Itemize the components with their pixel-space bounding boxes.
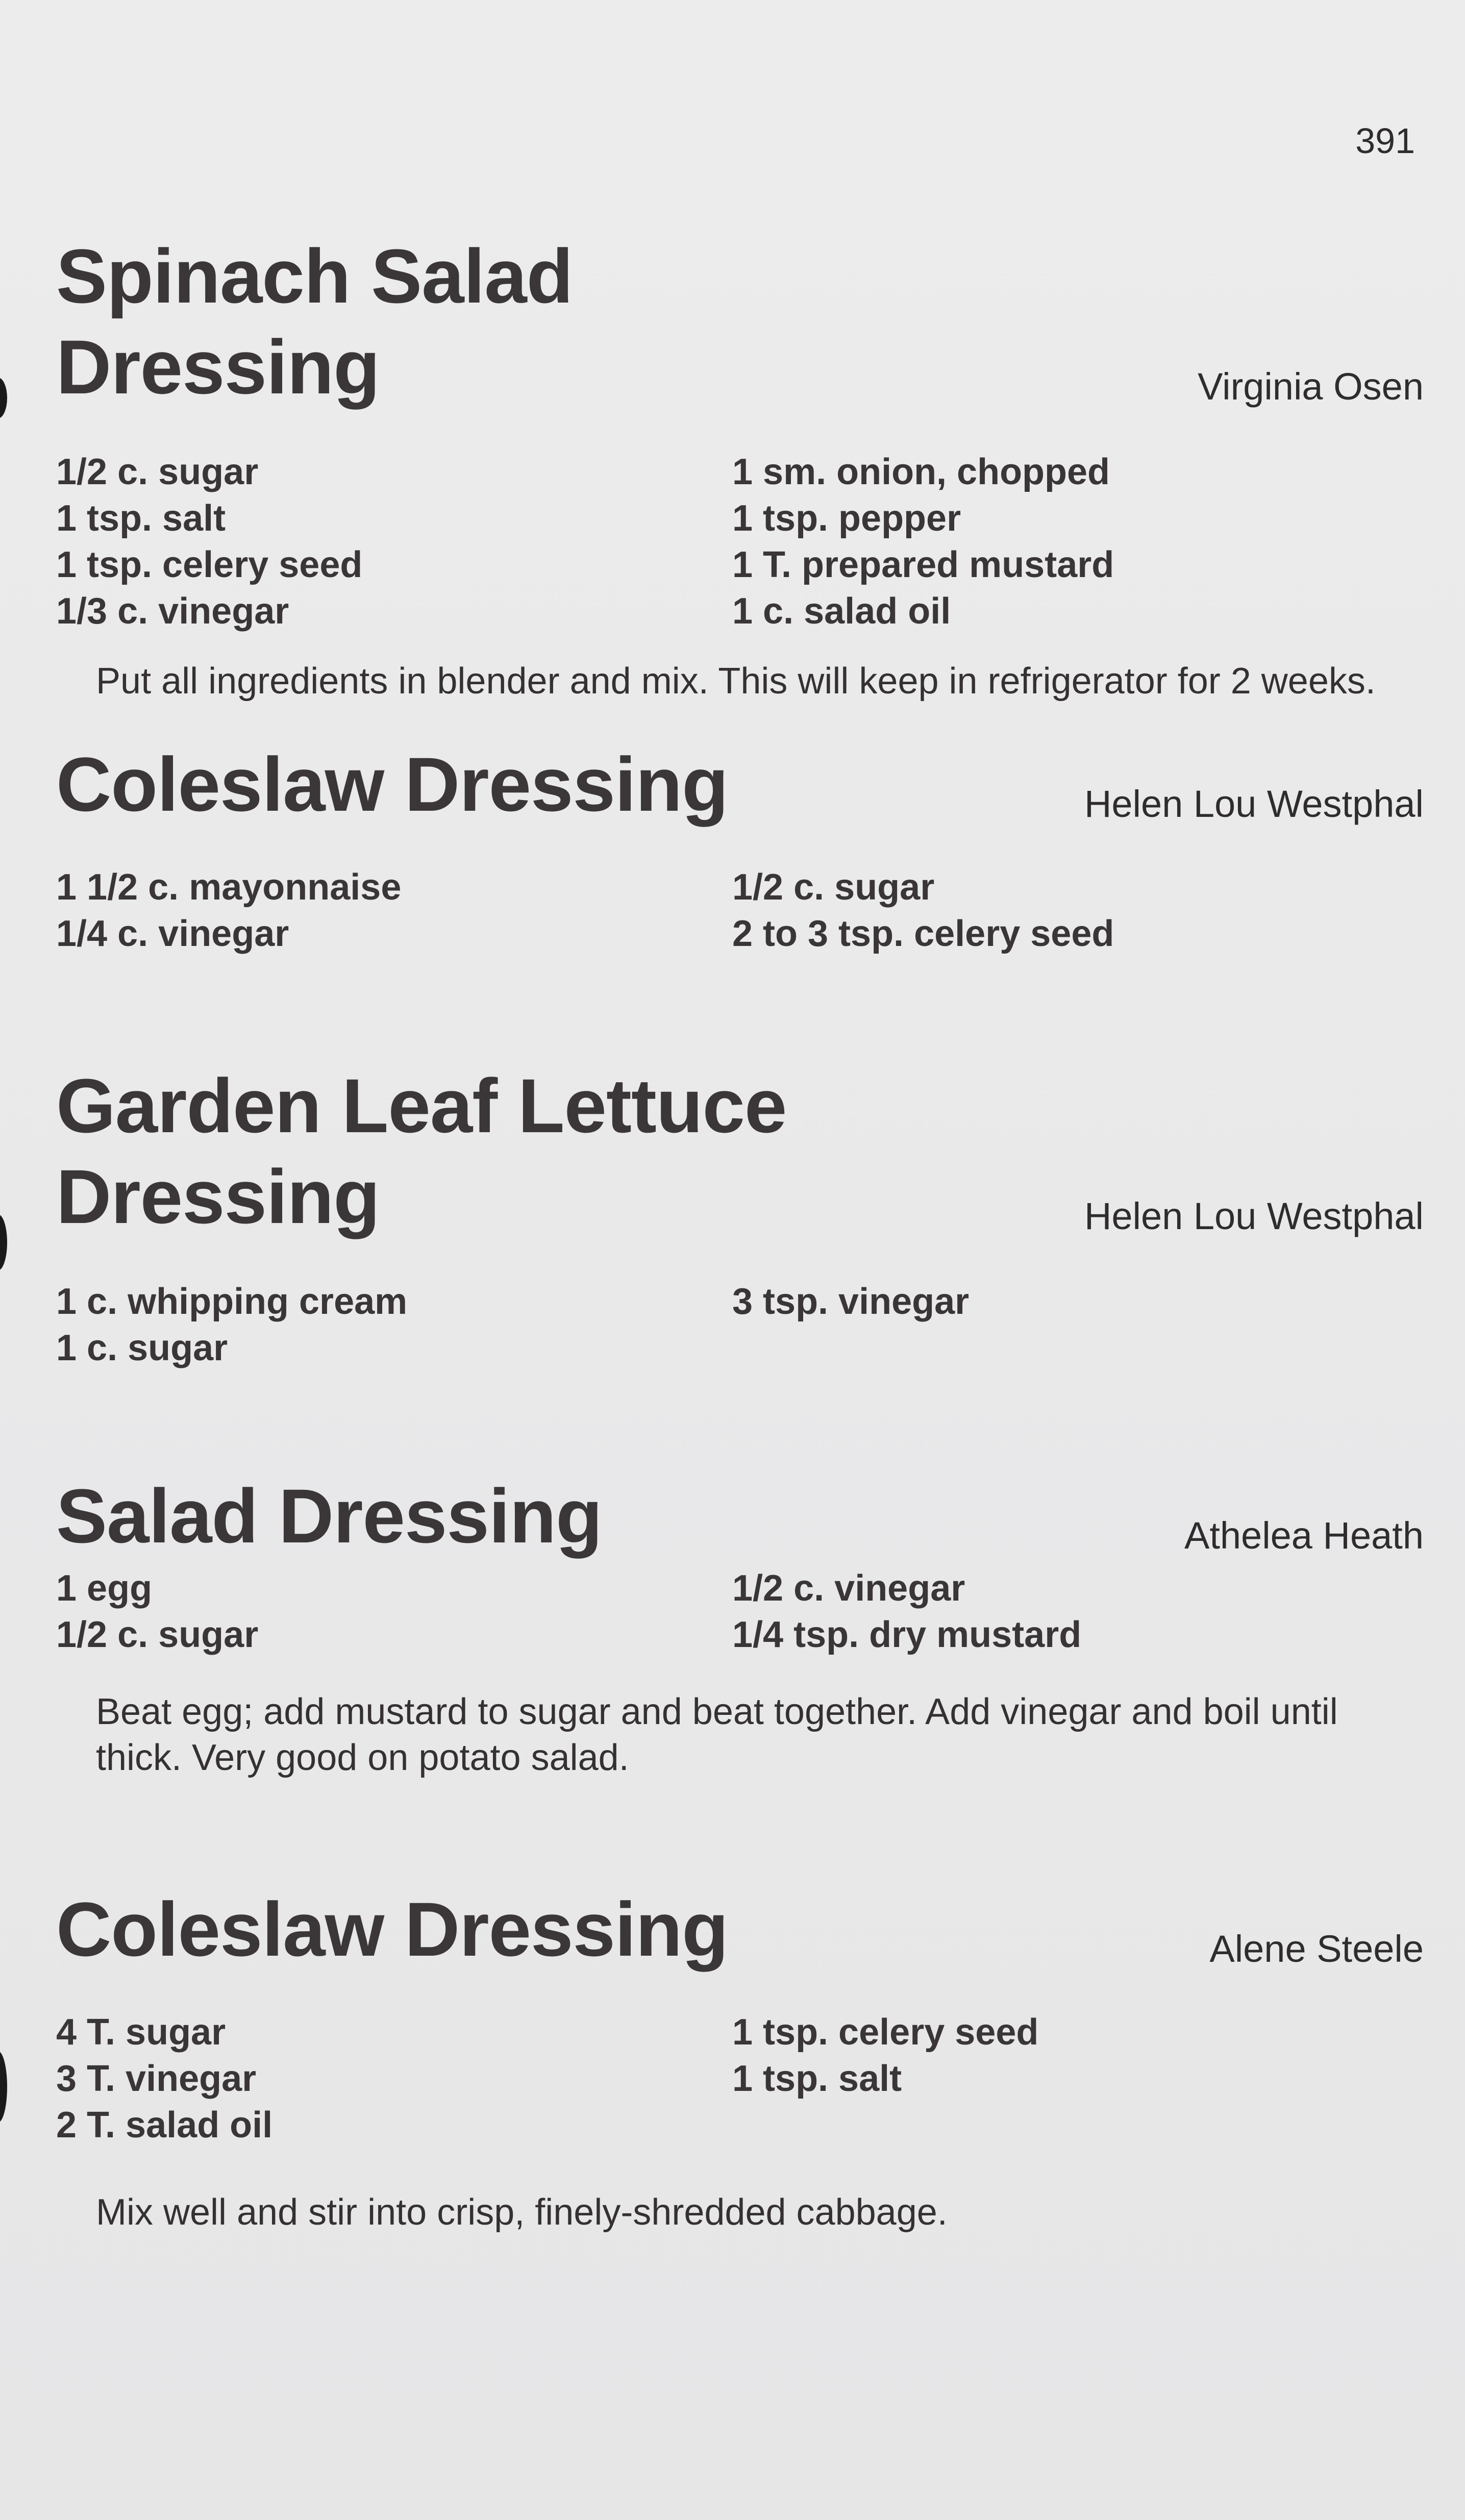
ingredient-column-left [56,2009,732,2149]
ingredient: 1 tsp. pepper [732,498,961,539]
ingredient: 1 egg [56,1568,153,1609]
ingredient: 2 T. salad oil [56,2105,273,2145]
recipe-author: Virginia Osen [1198,365,1424,408]
recipe-header [56,1470,1424,1561]
ingredient: 1 c. whipping cream [56,1281,408,1322]
ingredient-list [56,1565,1424,1658]
ingredient-list [56,2009,1424,2149]
recipe-author: Alene Steele [1209,1928,1424,1970]
recipe-title: Salad Dressing [56,1473,602,1559]
ingredient-column-left [56,449,732,635]
ingredient-column-right [732,1279,1408,1371]
ingredient: 1 c. salad oil [732,591,951,632]
recipe-author: Athelea Heath [1184,1514,1424,1557]
recipe-author: Helen Lou Westphal [1084,1195,1424,1237]
ingredient: 1/2 c. sugar [732,867,935,908]
recipe-title: Spinach Salad Dressing [56,233,573,410]
recipe-header [56,739,1424,830]
ingredient: 1 tsp. celery seed [56,544,363,585]
ingredient: 1/2 c. sugar [56,1614,259,1655]
ingredient-column-right [732,2009,1408,2149]
ingredient-column-right [732,449,1408,635]
ingredient-column-left [56,864,732,957]
recipe-title: Coleslaw Dressing [56,1886,728,1972]
ingredient-list [56,864,1424,957]
ingredient: 1 T. prepared mustard [732,544,1114,585]
ingredient: 2 to 3 tsp. celery seed [732,913,1114,954]
ingredient-list [56,449,1424,635]
recipe-header [56,1060,1424,1242]
recipe-directions: Beat egg; add mustard to sugar and beat together. Add vinegar and boil until thick. Very good on potato salad. [96,1691,1338,1778]
ingredient-column-left [56,1279,732,1371]
ingredient: 1 sm. onion, chopped [732,452,1110,492]
page-number: 391 [1355,121,1415,161]
ingredient: 4 T. sugar [56,2012,226,2053]
recipe-title: Garden Leaf Lettuce Dressing [56,1063,787,1239]
recipe-directions: Mix well and stir into crisp, finely-shredded cabbage. [96,2192,948,2233]
binding-hole [0,1214,7,1270]
ingredient-column-right [732,864,1408,957]
recipe-coleslaw-dressing [56,739,1424,957]
binding-hole [0,378,7,418]
ingredient: 1 tsp. salt [56,498,226,539]
ingredient-list [56,1279,1424,1371]
ingredient: 3 tsp. vinegar [732,1281,970,1322]
recipe-title: Coleslaw Dressing [56,741,728,827]
ingredient: 1 1/2 c. mayonnaise [56,867,402,908]
recipe-salad-dressing [56,1470,1424,1781]
ingredient: 1 tsp. salt [732,2058,902,2099]
ingredient: 1 tsp. celery seed [732,2012,1039,2053]
recipe-directions: Put all ingredients in blender and mix. This will keep in refrigerator for 2 weeks. [96,661,1376,702]
ingredient: 1/3 c. vinegar [56,591,289,632]
recipe-author: Helen Lou Westphal [1084,783,1424,825]
recipe-header [56,1884,1424,1975]
ingredient-column-right [732,1565,1408,1658]
recipe-header [56,231,1424,412]
ingredient: 1/2 c. sugar [56,452,259,492]
recipe-spinach-salad-dressing [56,231,1424,704]
recipe-coleslaw-dressing-2 [56,1884,1424,2235]
ingredient-column-left [56,1565,732,1658]
recipe-garden-leaf-lettuce-dressing [56,1060,1424,1371]
ingredient: 3 T. vinegar [56,2058,257,2099]
ingredient: 1/2 c. vinegar [732,1568,965,1609]
ingredient: 1/4 c. vinegar [56,913,289,954]
ingredient: 1/4 tsp. dry mustard [732,1614,1082,1655]
binding-hole [0,2051,7,2123]
ingredient: 1 c. sugar [56,1328,228,1368]
